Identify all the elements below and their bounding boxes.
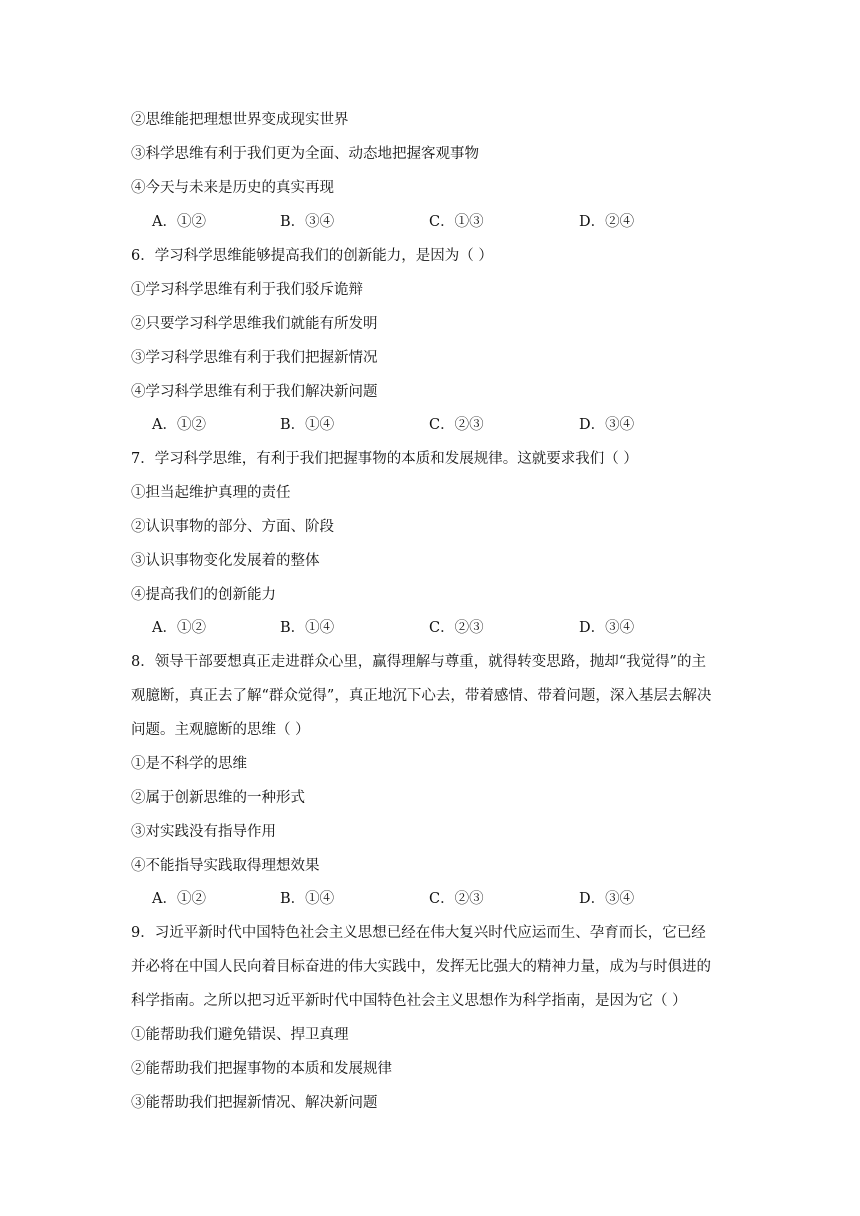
- q8-item-4: ④不能指导实践取得理想效果: [131, 858, 320, 874]
- q9-item-2: ②能帮助我们把握事物的本质和发展规律: [131, 1061, 392, 1077]
- q6-option-b[interactable]: B．①④: [280, 417, 335, 433]
- q7-item-4: ④提高我们的创新能力: [131, 587, 276, 603]
- q6-item-3: ③学习科学思维有利于我们把握新情况: [131, 350, 378, 366]
- q5-item-2: ②思维能把理想世界变成现实世界: [131, 112, 349, 128]
- q6-stem: 6．学习科学思维能够提高我们的创新能力，是因为（ ）: [131, 248, 493, 264]
- q8-option-c[interactable]: C．②③: [429, 891, 484, 907]
- q8-item-3: ③对实践没有指导作用: [131, 824, 276, 840]
- q5-options: [152, 212, 712, 232]
- q7-item-3: ③认识事物变化发展着的整体: [131, 553, 320, 569]
- q8-option-d[interactable]: D．③④: [579, 891, 635, 907]
- q8-option-a[interactable]: A．①②: [152, 891, 206, 907]
- q6-option-c[interactable]: C．②③: [429, 417, 484, 433]
- q7-item-2: ②认识事物的部分、方面、阶段: [131, 519, 334, 535]
- q9-item-1: ①能帮助我们避免错误、捍卫真理: [131, 1027, 349, 1043]
- q8-options: [152, 889, 712, 909]
- q8-stem-line-1: 8．领导干部要想真正走进群众心里，赢得理解与尊重，就得转变思路，抛却“我觉得”的主: [131, 654, 707, 670]
- q5-option-d[interactable]: D．②④: [579, 214, 635, 230]
- q6-option-a[interactable]: A．①②: [152, 417, 206, 433]
- q7-option-a[interactable]: A．①②: [152, 620, 206, 636]
- q6-option-d[interactable]: D．③④: [579, 417, 635, 433]
- q7-options: [152, 618, 712, 638]
- q5-option-c[interactable]: C．①③: [429, 214, 484, 230]
- q5-option-b[interactable]: B．③④: [280, 214, 335, 230]
- q7-option-b[interactable]: B．①④: [280, 620, 335, 636]
- q8-stem-line-2: 观臆断，真正去了解“群众觉得”，真正地沉下心去，带着感情、带着问题，深入基层去解决: [131, 688, 712, 704]
- q5-option-a[interactable]: A．①②: [152, 214, 206, 230]
- q9-stem-line-2: 并必将在中国人民向着目标奋进的伟大实践中，发挥无比强大的精神力量，成为与时俱进的: [131, 959, 711, 975]
- q7-item-1: ①担当起维护真理的责任: [131, 485, 291, 501]
- q9-stem-line-1: 9．习近平新时代中国特色社会主义思想已经在伟大复兴时代应运而生、孕育而长，它已经: [131, 925, 706, 941]
- q8-stem-line-3: 问题。主观臆断的思维（ ）: [131, 722, 310, 738]
- q6-item-1: ①学习科学思维有利于我们驳斥诡辩: [131, 282, 363, 298]
- q9-stem-line-3: 科学指南。之所以把习近平新时代中国特色社会主义思想作为科学指南，是因为它（ ）: [131, 993, 687, 1009]
- q6-item-2: ②只要学习科学思维我们就能有所发明: [131, 316, 378, 332]
- q7-stem: 7．学习科学思维，有利于我们把握事物的本质和发展规律。这就要求我们（ ）: [131, 451, 638, 467]
- q8-item-2: ②属于创新思维的一种形式: [131, 790, 305, 806]
- q5-item-3: ③科学思维有利于我们更为全面、动态地把握客观事物: [131, 146, 479, 162]
- q9-item-3: ③能帮助我们把握新情况、解决新问题: [131, 1095, 378, 1111]
- q8-item-1: ①是不科学的思维: [131, 756, 247, 772]
- q6-options: [152, 415, 712, 435]
- q7-option-c[interactable]: C．②③: [429, 620, 484, 636]
- q5-item-4: ④今天与未来是历史的真实再现: [131, 180, 334, 196]
- q8-option-b[interactable]: B．①④: [280, 891, 335, 907]
- q6-item-4: ④学习科学思维有利于我们解决新问题: [131, 384, 378, 400]
- q7-option-d[interactable]: D．③④: [579, 620, 635, 636]
